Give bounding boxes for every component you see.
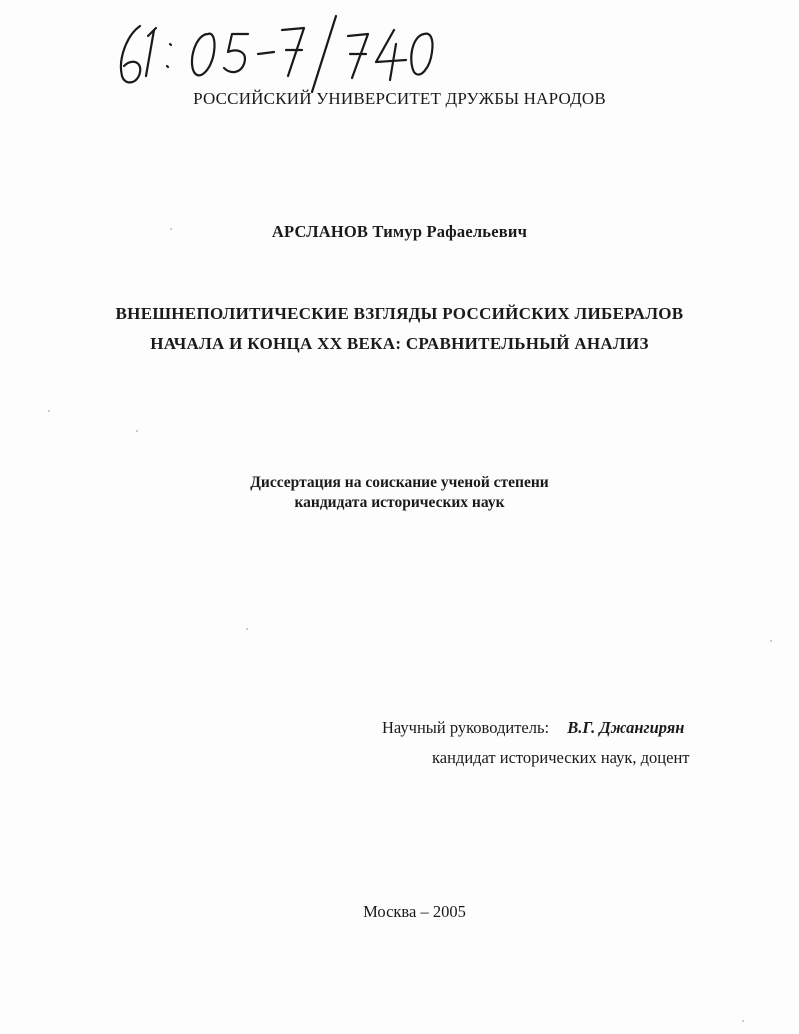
handwritten-code-drawing: [112, 14, 442, 94]
title-line-2: НАЧАЛА И КОНЦА XX ВЕКА: СРАВНИТЕЛЬНЫЙ АНАЛИЗ: [150, 334, 649, 353]
author-name: АРСЛАНОВ Тимур Рафаельевич: [271, 222, 528, 241]
scan-speck: [170, 228, 172, 230]
supervisor-line: [382, 718, 684, 738]
university-name: РОССИЙСКИЙ УНИВЕРСИТЕТ ДРУЖБЫ НАРОДОВ: [193, 89, 606, 108]
scan-speck: [742, 1020, 744, 1022]
supervisor-label: Научный руководитель:: [382, 718, 550, 737]
city-and-year: Москва – 2005: [363, 902, 466, 921]
degree-line-1: Диссертация на соискание ученой степени: [250, 474, 549, 491]
dissertation-title: [0, 299, 799, 359]
supervisor-name: В.Г. Джангирян: [567, 718, 685, 737]
scan-speck: [48, 410, 50, 412]
handwritten-catalog-number: [112, 14, 442, 94]
degree-line-2: кандидата исторических наук: [294, 494, 505, 511]
scan-speck: [136, 430, 138, 432]
supervisor-credentials: кандидат исторических наук, доцент: [432, 748, 690, 767]
degree-statement: [0, 473, 799, 513]
scan-speck: [246, 628, 248, 630]
scan-speck: [770, 640, 772, 642]
title-line-1: ВНЕШНЕПОЛИТИЧЕСКИЕ ВЗГЛЯДЫ РОССИЙСКИХ ЛИБЕРАЛОВ: [115, 304, 684, 323]
